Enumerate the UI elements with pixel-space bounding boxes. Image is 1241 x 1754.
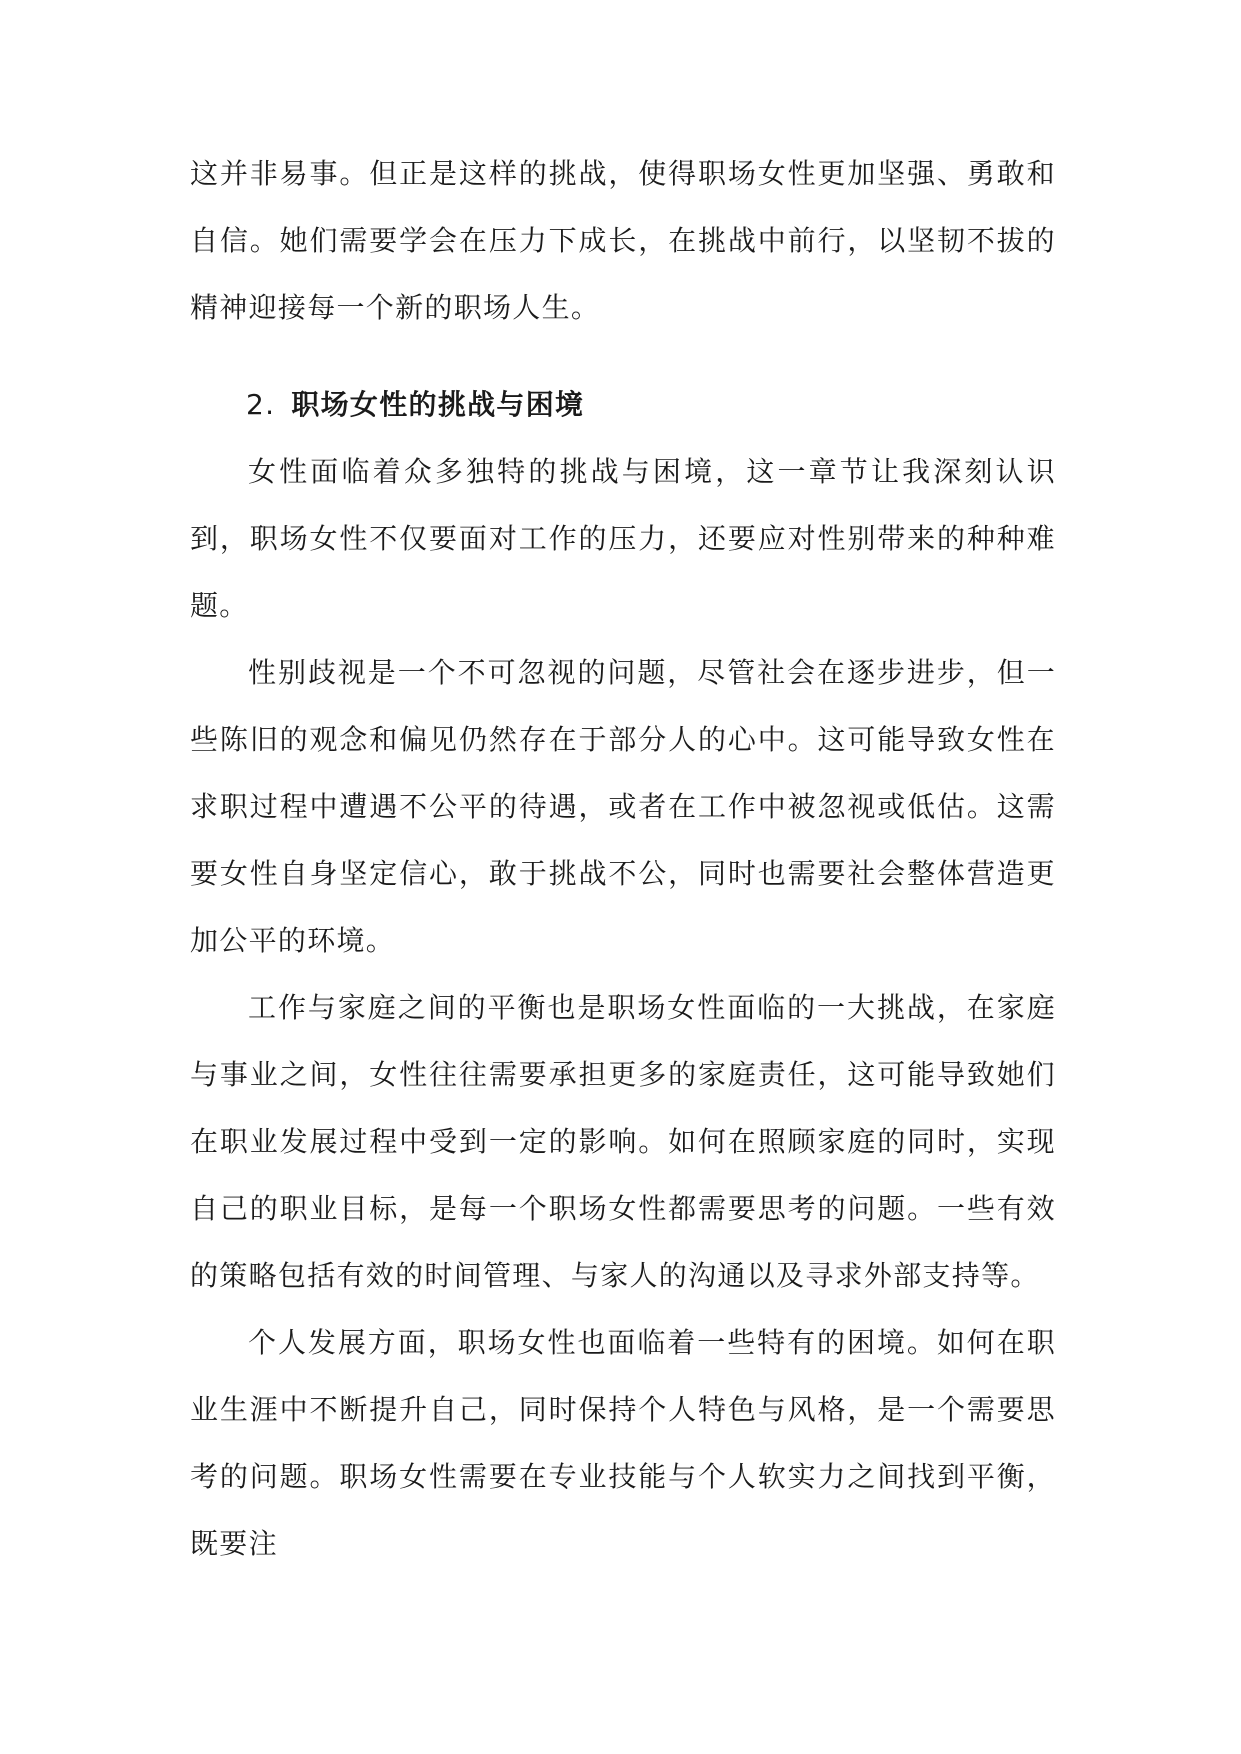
paragraph-intro: 女性面临着众多独特的挑战与困境，这一章节让我深刻认识到，职场女性不仅要面对工作的压力，还要应对性别带来的种种难题。	[190, 455, 1056, 622]
section-number: 2.	[246, 388, 276, 421]
paragraph-gender-discrimination: 性别歧视是一个不可忽视的问题，尽管社会在逐步进步，但一些陈旧的观念和偏见仍然存在于部分人的心中。这可能导致女性在求职过程中遭遇不公平的待遇，或者在工作中被忽视或低估。这需要女性自身坚定信心，敢于挑战不公，同时也需要社会整体营造更加公平的环境。	[190, 656, 1056, 957]
section-heading	[190, 371, 1056, 438]
paragraph-personal-development: 个人发展方面，职场女性也面临着一些特有的困境。如何在职业生涯中不断提升自己，同时保持个人特色与风格，是一个需要思考的问题。职场女性需要在专业技能与个人软实力之间找到平衡，既要注	[190, 1326, 1056, 1560]
document-body	[190, 140, 1056, 1577]
paragraph-work-family-balance: 工作与家庭之间的平衡也是职场女性面临的一大挑战，在家庭与事业之间，女性往往需要承担更多的家庭责任，这可能导致她们在职业发展过程中受到一定的影响。如何在照顾家庭的同时，实现自己的职业目标，是每一个职场女性都需要思考的问题。一些有效的策略包括有效的时间管理、与家人的沟通以及寻求外部支持等。	[190, 991, 1056, 1292]
section-title: 职场女性的挑战与困境	[291, 388, 585, 421]
paragraph-continuation: 这并非易事。但正是这样的挑战，使得职场女性更加坚强、勇敢和自信。她们需要学会在压力下成长，在挑战中前行，以坚韧不拔的精神迎接每一个新的职场人生。	[190, 157, 1056, 324]
